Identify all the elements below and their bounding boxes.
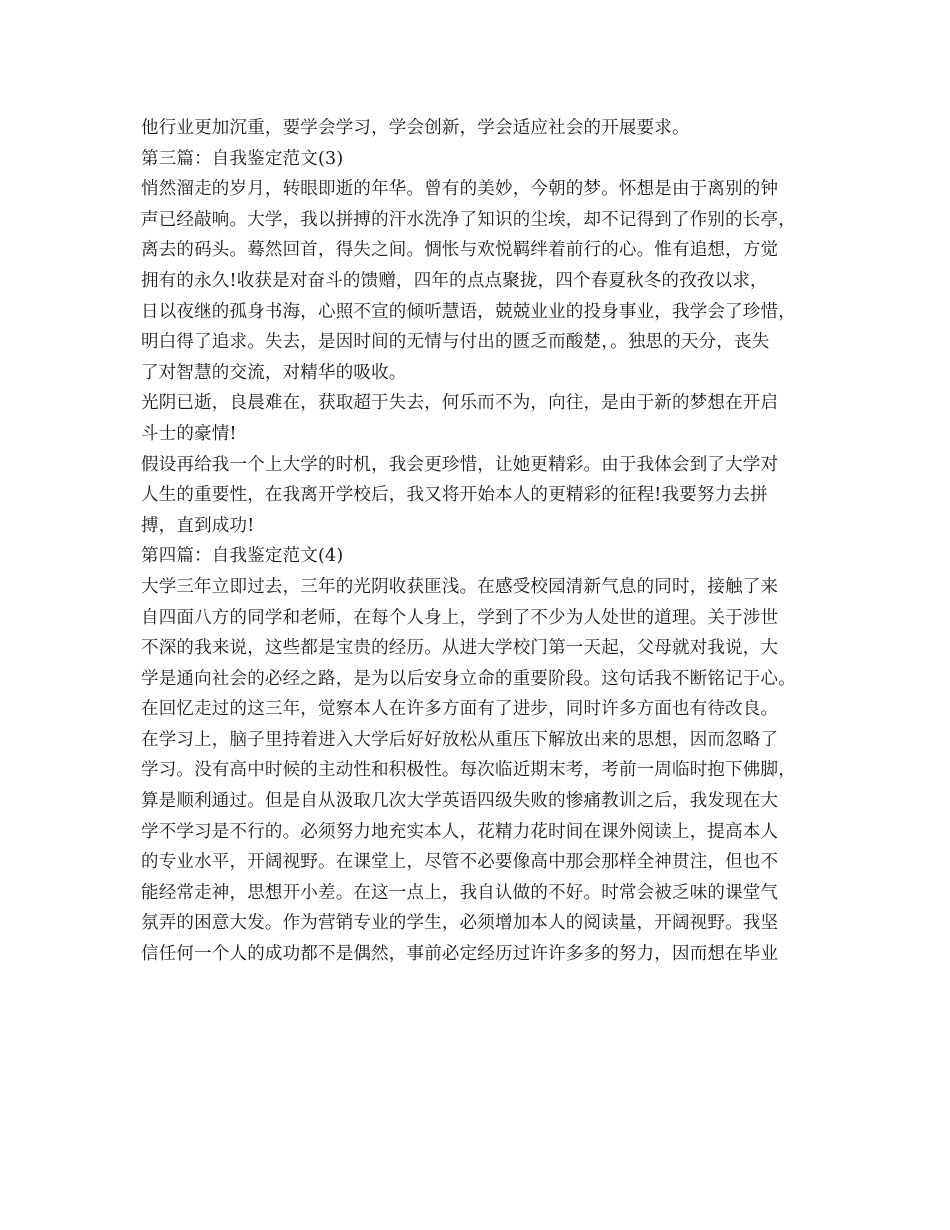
text-line: 斗士的豪情!: [141, 423, 237, 444]
text-line: 学是通向社会的必经之路，是为以后安身立命的重要阶段。这句话我不断铭记于心。: [141, 668, 796, 689]
text-line: 学习。没有高中时候的主动性和积极性。每次临近期末考，考前一周临时抱下佛脚，: [141, 760, 796, 781]
text-line: 了对智慧的交流，对精华的吸收。: [141, 362, 407, 383]
text-line: 氛弄的困意大发。作为营销专业的学生，必须增加本人的阅读量，开阔视野。我坚: [141, 913, 779, 934]
text-line: 悄然溜走的岁月，转眼即逝的年华。曾有的美妙，今朝的梦。怀想是由于离别的钟: [141, 179, 779, 200]
document-body: [141, 113, 821, 970]
text-line: 在学习上，脑子里持着进入大学后好好放松从重压下解放出来的思想，因而忽略了: [141, 729, 779, 750]
text-line: 在回忆走过的这三年，觉察本人在许多方面有了进步，同时许多方面也有待改良。: [141, 699, 779, 720]
text-line: 他行业更加沉重，要学会学习，学会创新，学会适应社会的开展要求。: [141, 118, 690, 138]
text-line: 明白得了追求。失去，是因时间的无情与付出的匮乏而酸楚，。独思的天分，丧失: [141, 332, 770, 353]
text-line: 搏，直到成功!: [141, 515, 255, 536]
text-line: 不深的我来说，这些都是宝贵的经历。从进大学校门第一天起，父母就对我说，大: [141, 638, 779, 659]
text-line: 离去的码头。蓦然回首，得失之间。惆怅与欢悦羁绊着前行的心。惟有追想，方觉: [141, 240, 779, 261]
text-line: 假设再给我一个上大学的时机，我会更珍惜，让她更精彩。由于我体会到了大学对: [141, 454, 779, 475]
text-line: 声已经敲响。大学，我以拼搏的汗水洗净了知识的尘埃，却不记得到了作别的长亭，: [141, 209, 796, 230]
text-line: 人生的重要性，在我离开学校后，我又将开始本人的更精彩的征程!我要努力去拼: [141, 485, 768, 506]
text-line: 日以夜继的孤身书海，心照不宣的倾听慧语，兢兢业业的投身事业，我学会了珍惜，: [141, 301, 796, 322]
text-line: 能经常走神，思想开小差。在这一点上，我自认做的不好。时常会被乏味的课堂气: [141, 882, 779, 903]
text-line: 的专业水平，开阔视野。在课堂上，尽管不必要像高中那会那样全神贯注，但也不: [141, 852, 779, 873]
text-line: 大学三年立即过去，三年的光阴收获匪浅。在感受校园清新气息的同时，接触了来: [141, 576, 779, 597]
text-line: 学不学习是不行的。必须努力地充实本人，花精力花时间在课外阅读上，提高本人: [141, 821, 779, 842]
text-line: 光阴已逝，良晨难在，获取超于失去，何乐而不为，向往，是由于新的梦想在开启: [141, 393, 779, 414]
section-heading: 第四篇：自我鉴定范文(4): [141, 546, 344, 567]
text-line: 自四面八方的同学和老师，在每个人身上，学到了不少为人处世的道理。关于涉世: [141, 607, 779, 628]
section-heading: 第三篇：自我鉴定范文(3): [141, 148, 344, 169]
text-line: 信任何一个人的成功都不是偶然，事前必定经历过许许多多的努力，因而想在毕业: [141, 944, 779, 965]
text-line: 拥有的永久!收获是对奋斗的馈赠，四年的点点聚拢，四个春夏秋冬的孜孜以求，: [141, 270, 768, 291]
text-line: 算是顺利通过。但是自从汲取几次大学英语四级失败的惨痛教训之后，我发现在大: [141, 791, 779, 812]
